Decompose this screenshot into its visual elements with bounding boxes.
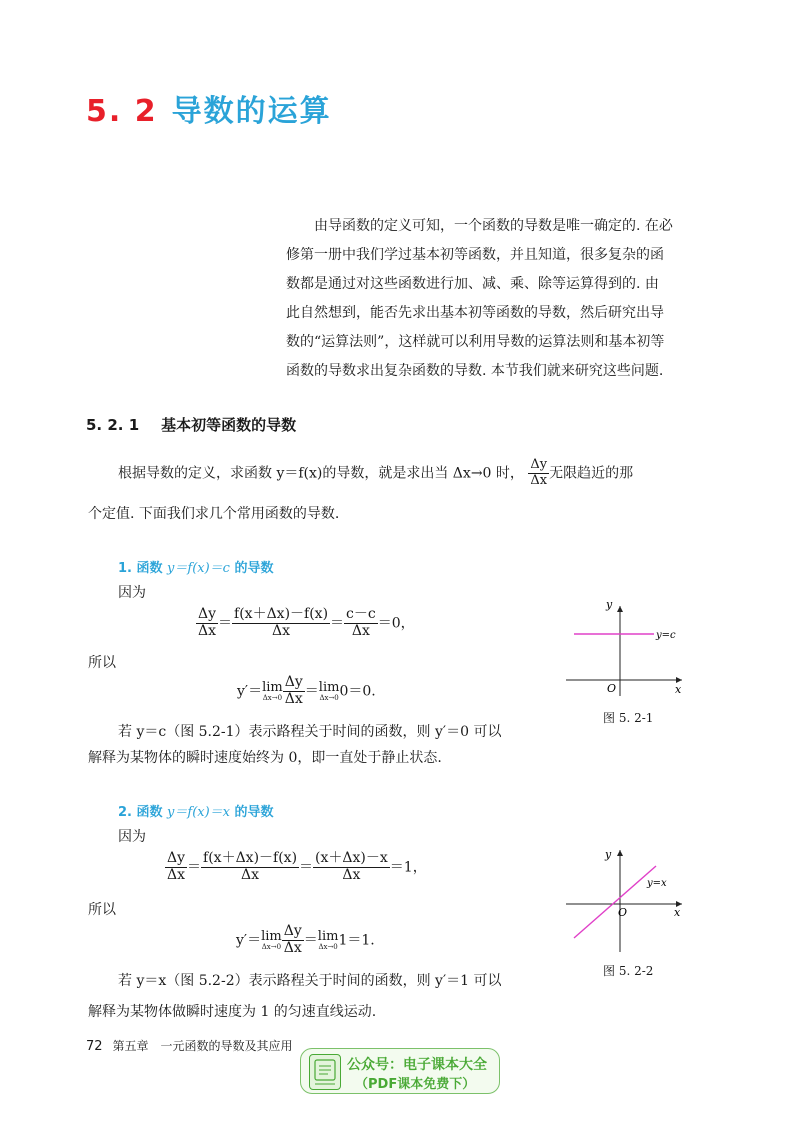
frac-numerator: Δy xyxy=(165,851,187,868)
frac-denominator: Δx xyxy=(167,867,186,884)
intro-line: 数的“运算法则”，这样就可以利用导数的运算法则和基本初等 xyxy=(286,334,665,350)
sub2-conclusion-2: 解释为某物体做瞬时速度为 1 的匀速直线运动. xyxy=(88,1004,377,1020)
fraction xyxy=(282,924,304,957)
frac-numerator: f(x＋Δx)－f(x) xyxy=(232,607,330,624)
sub2-so: 所以 xyxy=(88,902,116,918)
footer-chapter: 第五章 一元函数的导数及其应用 xyxy=(112,1039,293,1053)
book-logo-icon xyxy=(309,1054,341,1090)
fraction xyxy=(165,851,187,884)
limit xyxy=(319,681,340,702)
frac-numerator: Δy xyxy=(283,675,305,692)
watermark-line-2: （PDF课本免费下） xyxy=(355,1077,476,1092)
x-axis-label: x xyxy=(675,683,682,696)
sub1-conclusion-1: 若 y＝c（图 5.2-1）表示路程关于时间的函数，则 y′＝0 可以 xyxy=(118,724,502,740)
frac-numerator: c－c xyxy=(344,607,378,624)
intro-line: 函数的导数求出复杂函数的导数. 本节我们就来研究这些问题. xyxy=(286,363,664,379)
equals-sign: ＝ xyxy=(218,615,233,632)
fraction xyxy=(283,675,305,708)
intro-line: 修第一册中我们学过基本初等函数，并且知道，很多复杂的函 xyxy=(286,247,664,263)
fraction xyxy=(201,851,299,884)
sub1-equation-1 xyxy=(196,607,415,640)
frac-numerator: Δy xyxy=(282,924,304,941)
frac-denominator: Δx xyxy=(198,623,217,640)
lead-text-a: 根据导数的定义，求函数 y＝f(x)的导数，就是求出当 Δx→0 时， xyxy=(118,465,524,482)
sub2-conclusion-1: 若 y＝x（图 5.2-2）表示路程关于时间的函数，则 y′＝1 可以 xyxy=(118,973,502,989)
equals-sign: ＝ xyxy=(304,683,319,700)
sub2-equation-2 xyxy=(236,924,375,957)
y-axis-arrow xyxy=(617,606,623,612)
sub1-conclusion-2: 解释为某物体的瞬时速度始终为 0，即一直处于静止状态. xyxy=(88,750,442,766)
equation-tail: 1＝1. xyxy=(338,932,375,949)
equals-sign: ＝ xyxy=(187,859,202,876)
frac-denominator: Δx xyxy=(241,867,260,884)
origin-label: O xyxy=(607,682,617,695)
function-line xyxy=(574,866,656,938)
frac-denominator: Δx xyxy=(284,691,303,708)
fraction xyxy=(196,607,218,640)
intro-line: 由导函数的定义可知，一个函数的导数是唯一确定的. 在必 xyxy=(314,218,673,234)
sub2-equation-1 xyxy=(165,851,427,884)
chapter-name: 导数的运算 xyxy=(171,94,332,129)
frac-numerator: Δy xyxy=(528,458,549,474)
x-axis-label: x xyxy=(674,906,681,919)
y-axis-arrow xyxy=(617,850,623,856)
equals-sign: ＝ xyxy=(303,932,318,949)
sub1-equation-2 xyxy=(237,675,376,708)
lim-text: lim xyxy=(261,928,282,944)
figure-caption: 图 5. 2-1 xyxy=(603,711,654,725)
limit xyxy=(261,930,282,951)
frac-denominator: Δx xyxy=(351,623,370,640)
lead-text-b: 无限趋近的那 xyxy=(549,465,634,482)
page-number: 72 xyxy=(86,1039,103,1054)
equation-tail: ＝0， xyxy=(377,615,415,632)
sub2-title-math: y＝f(x)＝x xyxy=(167,805,231,820)
section-heading xyxy=(86,414,296,435)
section-number: 5. 2. 1 xyxy=(86,416,140,434)
subsection-1-title xyxy=(118,557,274,576)
y-axis-label: y xyxy=(605,848,612,861)
watermark-badge xyxy=(300,1048,500,1094)
limit xyxy=(262,681,283,702)
figure-caption: 图 5. 2-2 xyxy=(603,964,654,978)
figure-5-2-2 xyxy=(560,844,690,956)
fraction xyxy=(344,607,378,640)
sub2-title-a: 2. 函数 xyxy=(118,805,168,820)
line-label: y=x xyxy=(647,878,667,889)
y-axis-label: y xyxy=(606,598,613,611)
sub1-title-math: y＝f(x)＝c xyxy=(167,561,230,576)
frac-denominator: Δx xyxy=(530,473,548,489)
limit xyxy=(318,930,339,951)
intro-paragraph xyxy=(286,212,696,386)
frac-denominator: Δx xyxy=(283,940,302,957)
frac-denominator: Δx xyxy=(342,867,361,884)
equation-tail: ＝1， xyxy=(389,859,427,876)
frac-numerator: Δy xyxy=(196,607,218,624)
lim-subscript: Δx→0 xyxy=(262,693,283,702)
lim-subscript: Δx→0 xyxy=(319,693,339,702)
lead-line-1 xyxy=(118,458,633,489)
lim-subscript: Δx→0 xyxy=(318,942,338,951)
subsection-2-title xyxy=(118,801,274,820)
intro-line: 此自然想到，能否先求出基本初等函数的导数，然后研究出导 xyxy=(286,305,664,321)
lim-subscript: Δx→0 xyxy=(261,942,282,951)
equals-sign: ＝ xyxy=(330,615,345,632)
equals-sign: ＝ xyxy=(299,859,314,876)
equation-lhs: y′＝ xyxy=(236,932,262,949)
figure-5-2-1 xyxy=(560,596,690,700)
section-title: 基本初等函数的导数 xyxy=(161,416,297,434)
equation-tail: 0＝0. xyxy=(339,683,376,700)
fraction xyxy=(232,607,330,640)
frac-denominator: Δx xyxy=(272,623,291,640)
chapter-number: 5. 2 xyxy=(86,94,158,129)
equation-lhs: y′＝ xyxy=(237,683,263,700)
frac-numerator: (x＋Δx)－x xyxy=(313,851,390,868)
page-footer xyxy=(86,1037,293,1054)
lead-line-2: 个定值. 下面我们求几个常用函数的导数. xyxy=(88,506,340,522)
frac-numerator: f(x＋Δx)－f(x) xyxy=(201,851,299,868)
lim-text: lim xyxy=(318,679,340,695)
origin-label: O xyxy=(618,906,628,919)
fraction xyxy=(313,851,390,884)
sub1-so: 所以 xyxy=(88,655,116,671)
lim-text: lim xyxy=(317,928,339,944)
lead-fraction xyxy=(528,458,549,489)
lim-text: lim xyxy=(262,679,283,695)
sub2-because: 因为 xyxy=(118,829,146,845)
watermark-line-1: 公众号：电子课本大全 xyxy=(347,1057,487,1073)
intro-line: 数都是通过对这些函数进行加、减、乘、除等运算得到的. 由 xyxy=(286,276,659,292)
sub2-title-b: 的导数 xyxy=(230,805,274,820)
sub1-title-a: 1. 函数 xyxy=(118,561,168,576)
sub1-because: 因为 xyxy=(118,585,146,601)
sub1-title-b: 的导数 xyxy=(229,561,274,576)
line-label: y=c xyxy=(656,630,676,641)
chapter-title xyxy=(86,86,332,130)
